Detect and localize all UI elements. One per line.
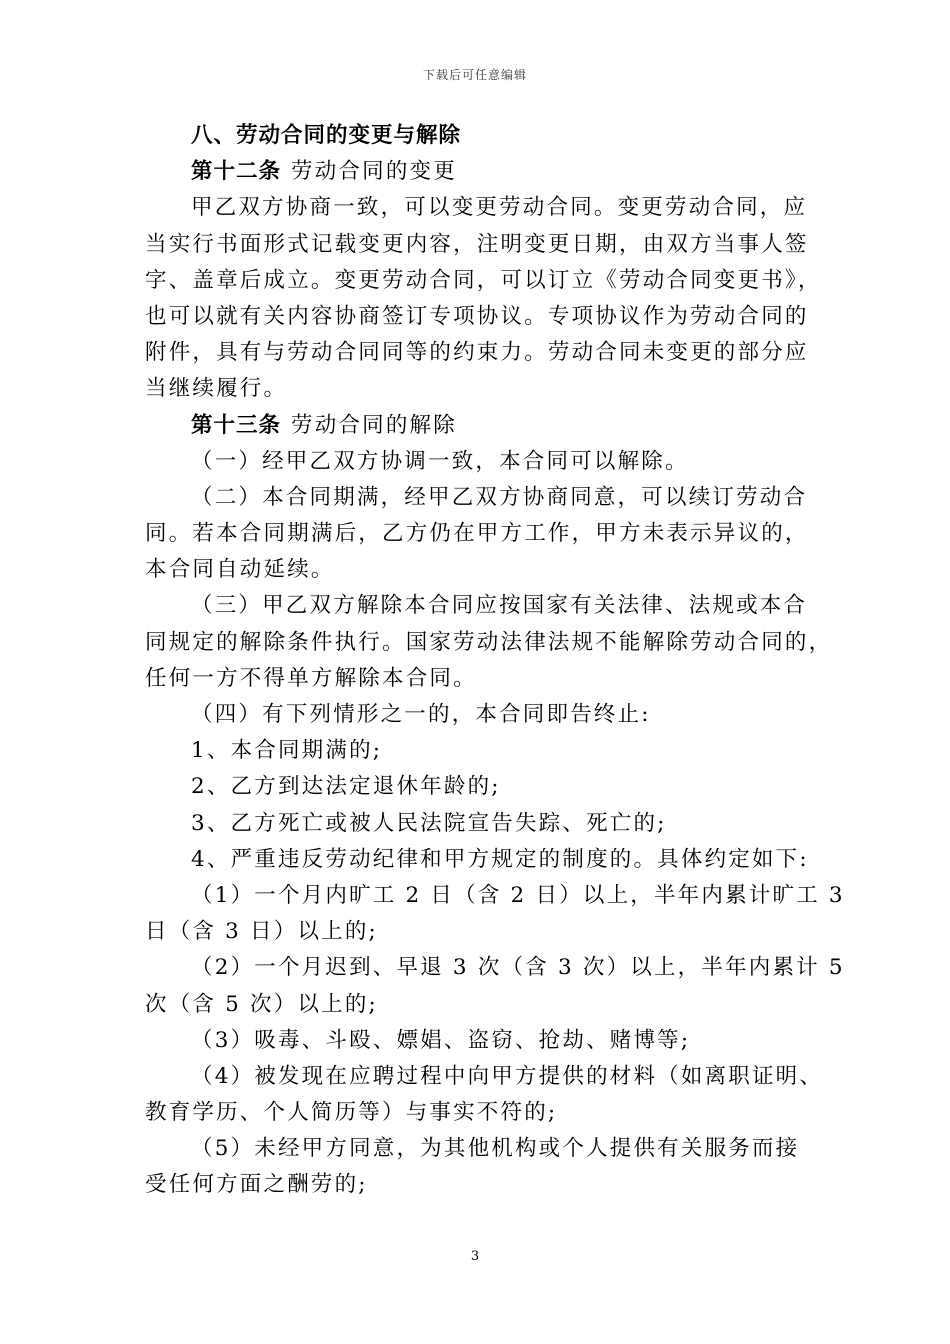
paragraph-line: 甲乙双方协商一致，可以变更劳动合同。变更劳动合同，应 [191, 195, 808, 221]
list-item: 4、严重违反劳动纪律和甲方规定的制度的。具体约定如下: [191, 846, 809, 872]
clause-line: （二）本合同期满，经甲乙双方协商同意，可以续订劳动合 [191, 484, 808, 510]
sub-item-line: 教育学历、个人简历等）与事实不符的; [145, 1100, 558, 1126]
sub-item-line: （4）被发现在应聘过程中向甲方提供的材料（如离职证明、 [191, 1063, 824, 1089]
clause-line: 同规定的解除条件执行。国家劳动法律法规不能解除劳动合同的， [145, 629, 833, 655]
article-13-title: 劳动合同的解除 [291, 412, 457, 438]
article-12-heading [145, 154, 817, 190]
page-header: 下载后可任意编辑 [422, 68, 527, 82]
clause-line: 本合同自动延续。 [145, 557, 335, 583]
sub-item-line: （3）吸毒、斗殴、嫖娼、盗窃、抢劫、赌博等; [191, 1027, 691, 1053]
paragraph-line: 附件，具有与劳动合同同等的约束力。劳动合同未变更的部分应 [145, 340, 809, 366]
clause-line: （四）有下列情形之一的，本合同即告终止: [191, 702, 651, 727]
sub-item-line: 受任何方面之酬劳的; [145, 1172, 368, 1198]
clause-line: （一）经甲乙双方协调一致，本合同可以解除。 [191, 448, 689, 474]
clause-line: 同。若本合同期满后，乙方仍在甲方工作，甲方未表示异议的， [145, 521, 809, 547]
article-12-title: 劳动合同的变更 [291, 159, 457, 185]
sub-item-line: （2）一个月迟到、早退 3 次（含 3 次）以上，半年内累计 5 [191, 955, 845, 981]
paragraph-line: 当继续履行。 [145, 376, 288, 402]
page-number: 3 [470, 1249, 480, 1264]
list-item: 2、乙方到达法定退休年龄的; [191, 774, 501, 800]
section-title: 八、劳动合同的变更与解除 [191, 123, 462, 148]
list-item: 1、本合同期满的; [191, 738, 383, 764]
article-13-label: 第十三条 [191, 412, 282, 438]
sub-item-line: （1）一个月内旷工 2 日（含 2 日）以上，半年内累计旷工 3 [191, 882, 845, 908]
article-12-label: 第十二条 [191, 159, 282, 185]
clause-line: 任何一方不得单方解除本合同。 [145, 665, 477, 691]
article-13-heading [145, 408, 817, 444]
document-body [145, 118, 845, 1204]
sub-item-line: 次（含 5 次）以上的; [145, 991, 378, 1017]
paragraph-line: 当实行书面形式记载变更内容，注明变更日期，由双方当事人签 [145, 231, 809, 257]
list-item: 3、乙方死亡或被人民法院宣告失踪、死亡的; [191, 810, 667, 836]
paragraph-line: 字、盖章后成立。变更劳动合同，可以订立《劳动合同变更书》， [145, 267, 822, 293]
paragraph-line: 也可以就有关内容协商签订专项协议。专项协议作为劳动合同的 [145, 303, 809, 329]
clause-line: （三）甲乙双方解除本合同应按国家有关法律、法规或本合 [191, 593, 808, 619]
sub-item-line: （5）未经甲方同意，为其他机构或个人提供有关服务而接 [191, 1136, 800, 1162]
sub-item-line: 日（含 3 日）以上的; [145, 919, 378, 945]
